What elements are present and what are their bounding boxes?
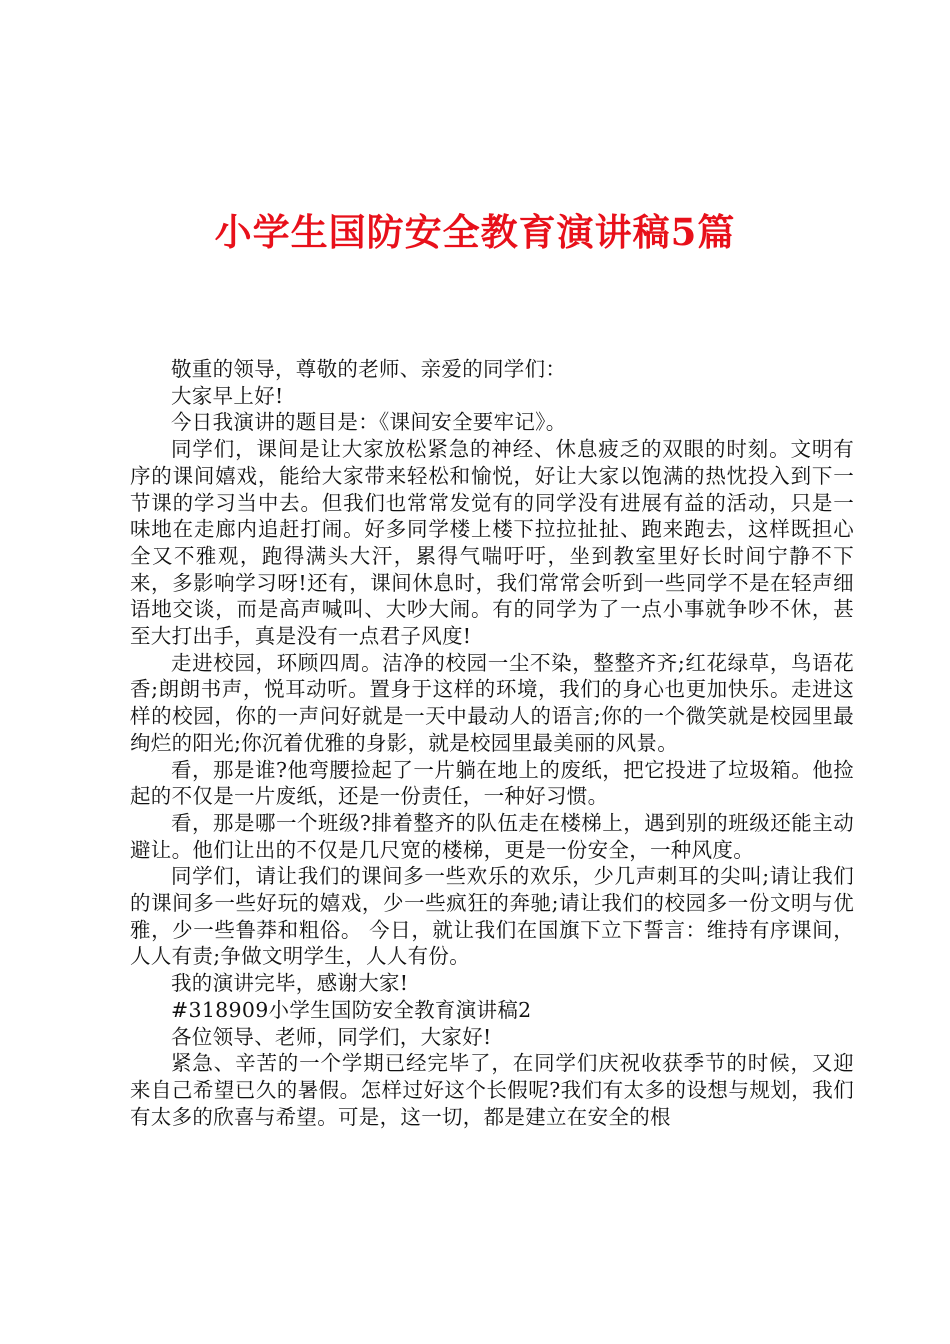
paragraph-closing: 我的演讲完毕，感谢大家!	[171, 971, 409, 996]
paragraph-greeting: 各位领导、老师，同学们，大家好!	[171, 1024, 492, 1049]
paragraph-morning: 大家早上好!	[171, 383, 284, 408]
paragraph-body: 紧急、辛苦的一个学期已经完毕了，在同学们庆祝收获季节的时候，又迎来自己希望已久的暑假。怎样过好这个长假呢?我们有太多的设想与规划，我们有太多的欣喜与希望。可是，这一切，都是建立在安全的根	[130, 1051, 854, 1129]
paragraph-body: 走进校园，环顾四周。洁净的校园一尘不染，整整齐齐;红花绿草，鸟语花香;朗朗书声，悦耳动听。置身于这样的环境，我们的身心也更加快乐。走进这样的校园，你的一声问好就是一天中最动人的语言;你的一个微笑就是校园里最绚烂的阳光;你沉着优雅的身影，就是校园里最美丽的风景。	[130, 650, 854, 755]
document-title: 小学生国防安全教育演讲稿5篇	[214, 210, 736, 254]
paragraph-body: 看，那是哪一个班级?排着整齐的队伍走在楼梯上，遇到别的班级还能主动避让。他们让出的不仅是几尺宽的楼梯，更是一份安全，一种风度。	[130, 810, 854, 862]
paragraph-topic: 今日我演讲的题目是：《课间安全要牢记》。	[171, 410, 567, 435]
paragraph-body: 同学们，课间是让大家放松紧急的神经、休息疲乏的双眼的时刻。文明有序的课间嬉戏，能给大家带来轻松和愉悦，好让大家以饱满的热忱投入到下一节课的学习当中去。但我们也常常发觉有的同学没有进展有益的活动，只是一味地在走廊内追赶打闹。好多同学楼上楼下拉拉扯扯、跑来跑去，这样既担心全又不雅观，跑得满头大汗，累得气喘吁吁，坐到教室里好长时间宁静不下来，多影响学习呀!还有，课间休息时，我们常常会听到一些同学不是在轻声细语地交谈，而是高声喊叫、大吵大闹。有的同学为了一点小事就争吵不休，甚至大打出手，真是没有一点君子风度!	[130, 437, 854, 649]
document-body	[130, 356, 854, 1130]
paragraph-body: 同学们，请让我们的课间多一些欢乐的欢乐，少几声刺耳的尖叫;请让我们的课间多一些好玩的嬉戏，少一些疯狂的奔驰;请让我们的校园多一份文明与优雅，少一些鲁莽和粗俗。 今日，就让我们在国旗下立下誓言：维持有序课间，人人有责;争做文明学生，人人有份。	[130, 864, 854, 969]
paragraph-body: 看，那是谁?他弯腰捡起了一片躺在地上的废纸，把它投进了垃圾箱。他捡起的不仅是一片废纸，还是一份责任，一种好习惯。	[130, 757, 854, 809]
paragraph-section-heading: #318909小学生国防安全教育演讲稿2	[171, 997, 532, 1022]
paragraph-greeting: 敬重的领导，尊敬的老师、亲爱的同学们：	[171, 357, 567, 381]
